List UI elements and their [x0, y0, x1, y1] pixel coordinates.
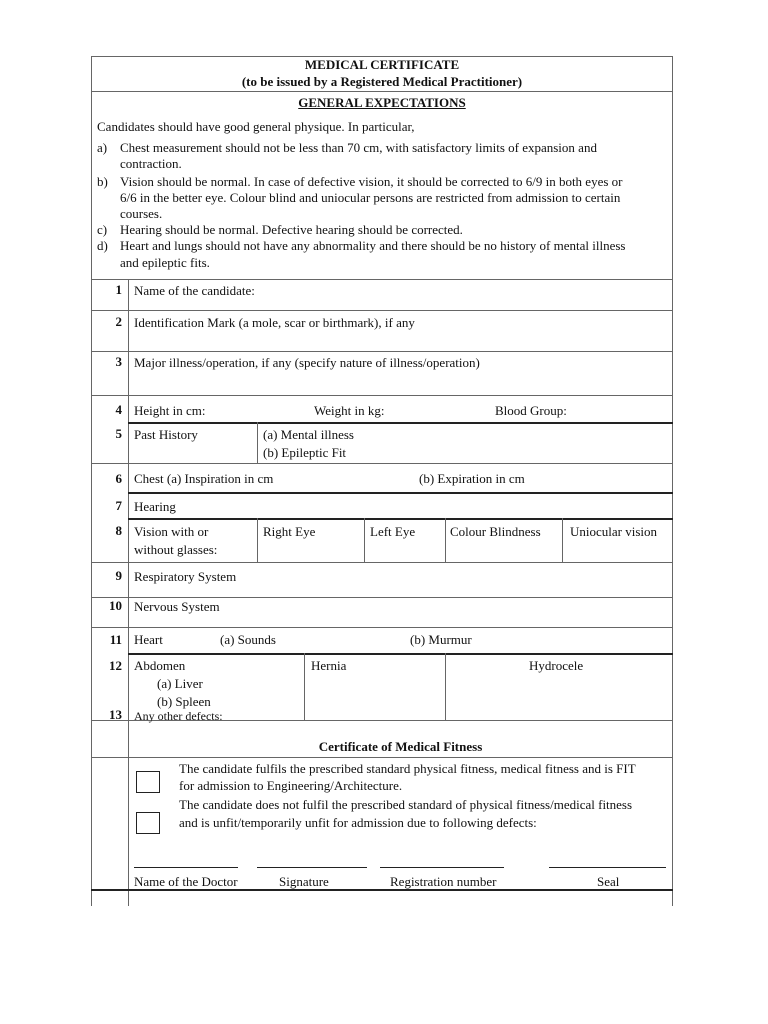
- doctor-name-label: Name of the Doctor: [134, 874, 238, 889]
- seal-line: [549, 867, 666, 868]
- heart-sounds-label: (a) Sounds: [220, 632, 276, 647]
- rule-title-bottom: [91, 91, 673, 92]
- row-number: 13: [109, 707, 122, 722]
- row-number: 8: [115, 523, 122, 538]
- number-column-divider: [128, 279, 129, 906]
- intro-text: Candidates should have good general physique. In particular,: [97, 119, 415, 134]
- heart-label: Heart: [134, 632, 163, 647]
- right-eye-label: Right Eye: [263, 524, 316, 539]
- rule-row11: [128, 653, 673, 655]
- rule-row1: [91, 310, 673, 311]
- registration-number-line: [380, 867, 504, 868]
- row12-divider-1: [304, 653, 305, 720]
- other-defects-label: Any other defects:: [134, 709, 223, 723]
- expectation-line: Chest measurement should not be less than 70 cm, with satisfactory limits of expansion and: [120, 140, 597, 155]
- row8-divider-1: [257, 518, 258, 562]
- expectation-marker: b): [97, 174, 108, 189]
- row-number: 6: [115, 471, 122, 486]
- border-right: [672, 56, 673, 906]
- vision-label-cont: without glasses:: [134, 542, 218, 557]
- row-number: 9: [115, 568, 122, 583]
- expectation-marker: c): [97, 222, 108, 237]
- vision-label: Vision with or: [134, 524, 209, 539]
- identification-mark-label: Identification Mark (a mole, scar or birthmark), if any: [134, 315, 415, 330]
- expectation-line: courses.: [120, 206, 163, 221]
- section-heading: GENERAL EXPECTATIONS: [298, 95, 466, 110]
- expectation-line: 6/6 in the better eye. Colour blind and uniocular persons are restricted from admission to certain: [120, 190, 621, 205]
- doctor-name-line: [134, 867, 238, 868]
- heart-murmur-label: (b) Murmur: [410, 632, 472, 647]
- rule-row10: [91, 627, 673, 628]
- chest-expiration-label: (b) Expiration in cm: [419, 471, 525, 486]
- row12-divider-2: [445, 653, 446, 720]
- rule-row5: [91, 463, 673, 464]
- rule-expectations-bottom: [91, 279, 673, 280]
- rule-row7: [128, 518, 673, 520]
- spleen-label: (b) Spleen: [157, 694, 211, 709]
- row-number: 12: [109, 658, 122, 673]
- signature-label: Signature: [279, 874, 329, 889]
- expectation-marker: d): [97, 238, 108, 253]
- abdomen-label: Abdomen: [134, 658, 186, 673]
- hernia-label: Hernia: [311, 658, 347, 673]
- rule-fitness-title: [91, 757, 673, 758]
- seal-label: Seal: [597, 874, 620, 889]
- signature-line: [257, 867, 367, 868]
- uniocular-vision-label: Uniocular vision: [570, 524, 658, 539]
- row-number: 5: [115, 426, 122, 441]
- row-number: 7: [115, 498, 122, 513]
- row-number: 4: [115, 402, 122, 417]
- rule-row2: [91, 351, 673, 352]
- nervous-system-label: Nervous System: [134, 599, 220, 614]
- rule-row8: [91, 562, 673, 563]
- rule-row6: [128, 492, 673, 494]
- row8-divider-4: [562, 518, 563, 562]
- respiratory-system-label: Respiratory System: [134, 569, 237, 584]
- past-history-label: Past History: [134, 427, 198, 442]
- row-number: 2: [115, 314, 122, 329]
- colour-blindness-label: Colour Blindness: [450, 524, 541, 539]
- row-number: 3: [115, 354, 122, 369]
- mental-illness-option: (a) Mental illness: [263, 427, 354, 442]
- rule-row4: [128, 422, 673, 424]
- fit-statement-cont: for admission to Engineering/Architecture.: [179, 778, 403, 793]
- registration-number-label: Registration number: [390, 874, 497, 889]
- expectation-marker: a): [97, 140, 108, 155]
- hearing-label: Hearing: [134, 499, 176, 514]
- epileptic-fit-option: (b) Epileptic Fit: [263, 445, 347, 460]
- fit-checkbox[interactable]: [136, 771, 160, 793]
- row-number: 11: [109, 632, 122, 647]
- weight-label: Weight in kg:: [314, 403, 385, 418]
- expectation-line: Heart and lungs should not have any abnormality and there should be no history of mental illness: [120, 238, 626, 253]
- rule-row3: [91, 395, 673, 396]
- expectation-line: and epileptic fits.: [120, 255, 210, 270]
- blood-group-label: Blood Group:: [495, 403, 567, 418]
- chest-inspiration-label: Chest (a) Inspiration in cm: [134, 471, 274, 486]
- unfit-statement: The candidate does not fulfil the prescribed standard of physical fitness/medical fitness: [179, 797, 633, 812]
- height-label: Height in cm:: [134, 403, 206, 418]
- unfit-checkbox[interactable]: [136, 812, 160, 834]
- left-eye-label: Left Eye: [370, 524, 416, 539]
- liver-label: (a) Liver: [157, 676, 203, 691]
- expectation-line: contraction.: [120, 156, 182, 171]
- row-number: 10: [109, 598, 122, 613]
- fit-statement: The candidate fulfils the prescribed standard physical fitness, medical fitness and is FIT: [179, 761, 636, 776]
- major-illness-label: Major illness/operation, if any (specify nature of illness/operation): [134, 355, 480, 370]
- row8-divider-2: [364, 518, 365, 562]
- row8-divider-3: [445, 518, 446, 562]
- unfit-statement-cont: and is unfit/temporarily unfit for admission due to following defects:: [179, 815, 537, 830]
- row-number: 1: [115, 282, 122, 297]
- row5-divider: [257, 422, 258, 463]
- expectation-line: Vision should be normal. In case of defective vision, it should be corrected to 6/9 in both eyes or: [120, 174, 623, 189]
- certificate-title: MEDICAL CERTIFICATE: [304, 57, 460, 72]
- fitness-title: Certificate of Medical Fitness: [318, 739, 483, 754]
- certificate-subtitle: (to be issued by a Registered Medical Practitioner): [241, 74, 523, 89]
- expectation-line: Hearing should be normal. Defective hearing should be corrected.: [120, 222, 463, 237]
- hydrocele-label: Hydrocele: [529, 658, 584, 673]
- candidate-name-label: Name of the candidate:: [134, 283, 255, 298]
